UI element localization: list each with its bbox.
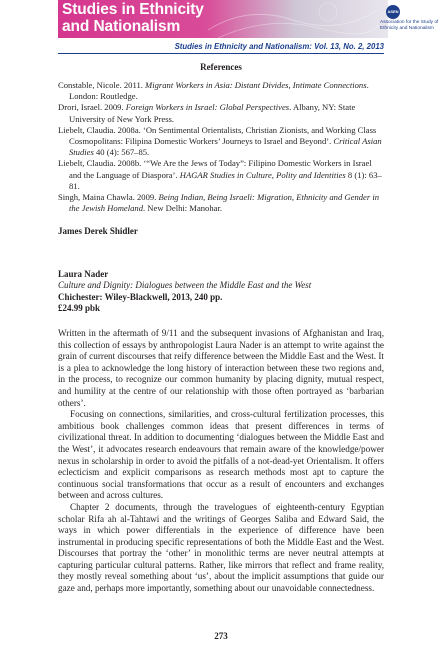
reference-entry: Drori, Israel. 2009. Foreign Workers in Israel: Global Perspectives. Albany, NY: State University of New York Press.	[58, 102, 356, 124]
reviewer-name: James Derek Shidler	[58, 226, 138, 236]
references-list	[58, 80, 384, 214]
decorative-pattern	[208, 0, 378, 38]
book-author: Laura Nader	[58, 269, 109, 279]
journal-title-line2: and Nationalism	[62, 18, 181, 35]
review-paragraph: Focusing on connections, similarities, and cross-cultural fertilization processes, this ambitious book challenges common ideas that present differences in terms of civilizational threat. In addition to documenting ‘dialogues between the Middle East and the West’, it advocates research endeavours that remain aware of the knowledge/power nexus in scholarship in order to avoid the pitfalls of a not-dead-yet Orientalism. It offers eclecticism and explicit comparisons as research methods most apt to capture the continuous social transformations that occur as a result of encounters and exchanges between and across cultures.	[58, 409, 384, 501]
association-name: Association for the Study of Ethnicity and Nationalism	[380, 20, 439, 31]
journal-citation: Studies in Ethnicity and Nationalism: Vol. 13, No. 2, 2013	[174, 42, 384, 51]
header-rule	[58, 53, 384, 54]
journal-title-line1: Studies in Ethnicity	[62, 1, 204, 18]
reference-entry: Singh, Maina Chawla. 2009. Being Indian, Being Israeli: Migration, Ethnicity and Gender in the Jewish Homeland. New Delhi: Manohar.	[58, 192, 380, 214]
review-body	[58, 328, 384, 595]
reference-entry: Constable, Nicole. 2011. Migrant Workers in Asia: Distant Divides, Intimate Connections. London: Routledge.	[58, 80, 369, 102]
reference-entry: Liebelt, Claudia. 2008b. ‘“We Are the Jews of Today”: Filipino Domestic Workers in Israel and the Language of Diaspora’. HAGAR Studies in Culture, Polity and Identities 8 (1): 63–81.	[58, 158, 382, 191]
book-publisher: Chichester: Wiley-Blackwell, 2013, 240 pp.	[58, 291, 223, 302]
journal-banner	[58, 0, 439, 38]
review-paragraph: Written in the aftermath of 9/11 and the subsequent invasions of Afghanistan and Iraq, this collection of essays by anthropologist Laura Nader is an attempt to write against the grain of current discourses that reify difference between the Middle East and the West. It is a plea to acknowledge the long history of interaction between these two regions and, in the process, to recognize our common humanity by placing dignity, mutual respect, and humility at the centre of our relationship with those often portrayed as ‘barbarian others’.	[58, 328, 384, 408]
book-details	[58, 269, 384, 314]
asen-logo: ASEN	[386, 5, 400, 19]
book-price: £24.99 pbk	[58, 302, 101, 313]
journal-title	[62, 1, 204, 35]
review-paragraph: Chapter 2 documents, through the travelogues of eighteenth-century Egyptian scholar Rifa ah al-Tahtawi and the writings of Georges Saliba and Edward Said, the ways in which power differentials in the experience of difference have been instrumental in producing specific representations of both the Middle East and the West. Discourses that portray the ‘other’ in monolithic terms are never neutral attempts at capturing particular cultural patterns. Rather, like mirrors that reflect and frame reality, they mostly reveal something about ‘us’, about the implicit assumptions that guide our gaze and, perhaps more importantly, something about our unavoidable connectedness.	[58, 501, 384, 594]
reference-entry: Liebelt, Claudia. 2008a. ‘On Sentimental Orientalists, Christian Zionists, and Working Class Cosmopolitans: Filipina Domestic Workers’ Journeys to Israel and Beyond’. Critical Asian Studies 40 (4): 567–85.	[58, 124, 382, 158]
page-number: 273	[214, 631, 228, 641]
references-heading: References	[200, 62, 242, 72]
book-title: Culture and Dignity: Dialogues between the Middle East and the West	[58, 280, 312, 291]
